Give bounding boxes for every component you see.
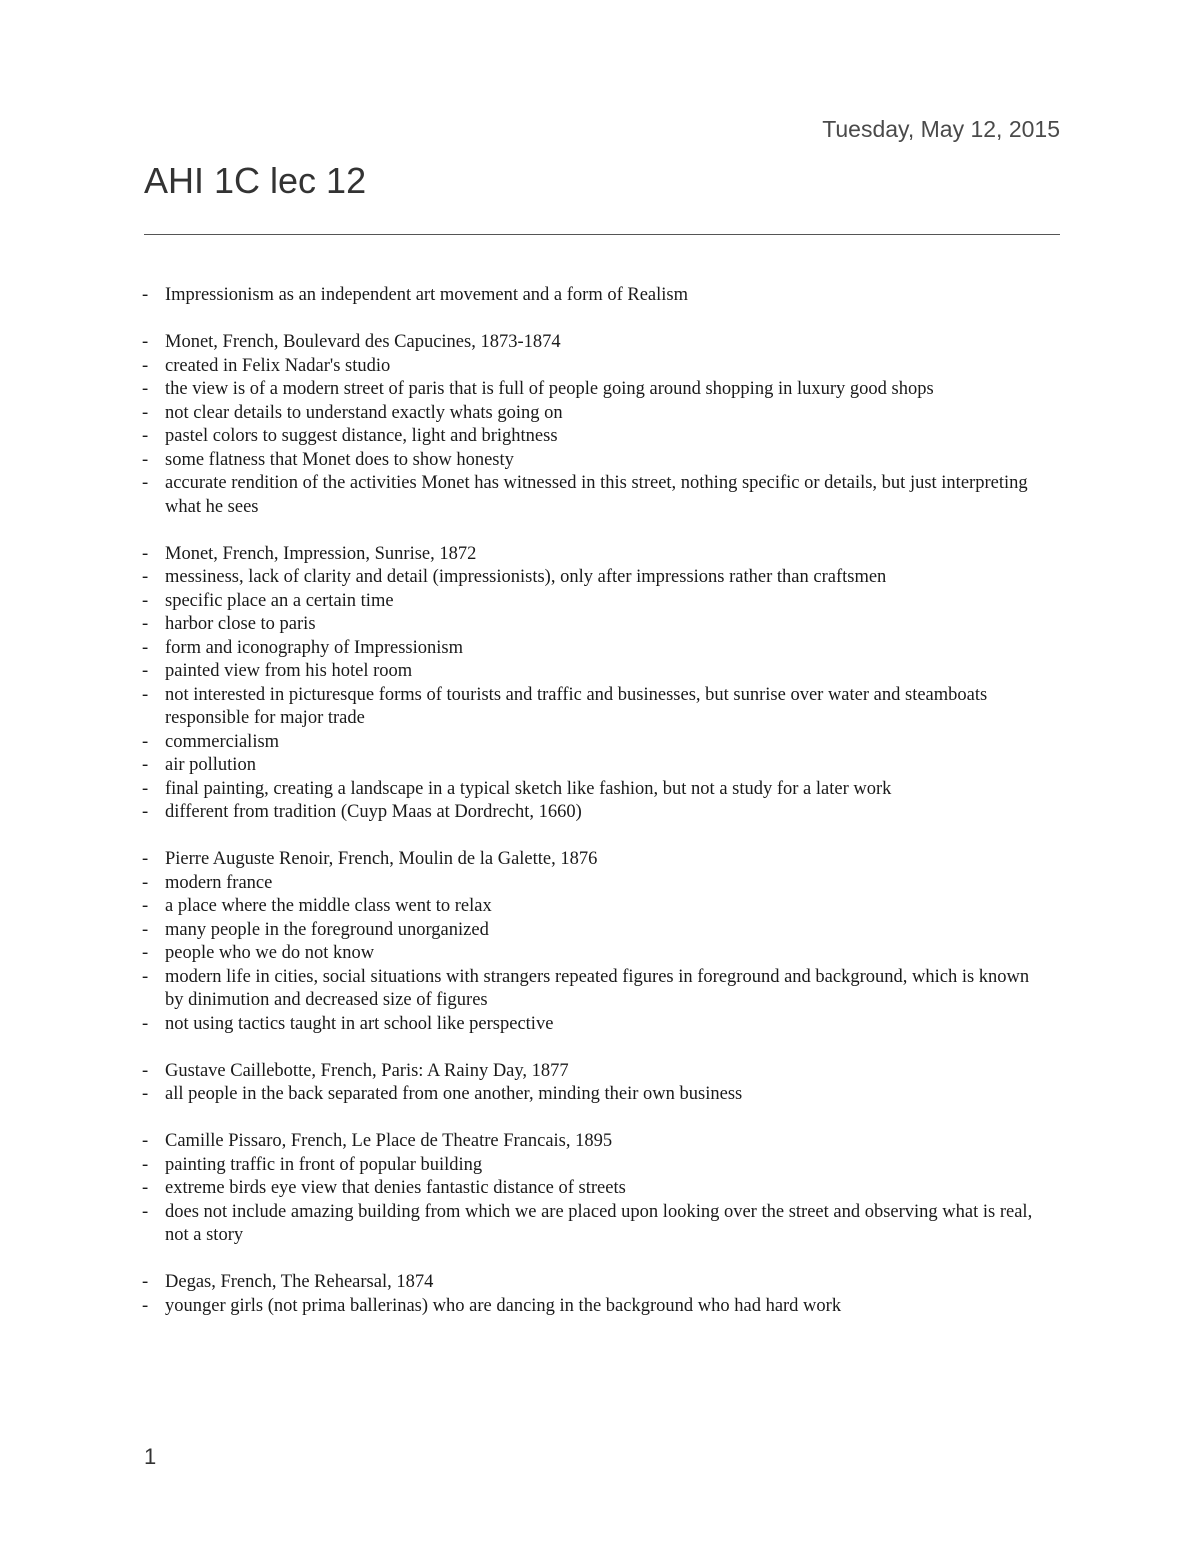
notes-body [142,284,1042,1342]
list-item-text: not interested in picturesque forms of tourists and traffic and businesses, but sunrise over water and steamboats responsible for major trade [165,684,988,728]
list-item-text: accurate rendition of the activities Monet has witnessed in this street, nothing specific or details, but just interpreting what he sees [165,473,1028,517]
list-item [142,660,1042,684]
list-item-text: specific place an a certain time [165,590,394,611]
list-item [142,331,1042,355]
list-item-text: messiness, lack of clarity and detail (impressionists), only after impressions rather than craftsmen [165,567,887,587]
list-item-text: Degas, French, The Rehearsal, 1874 [165,1272,434,1292]
list-item [142,284,1042,308]
bullet-dash: - [142,567,149,587]
bullet-dash: - [142,661,149,681]
list-item [142,754,1042,778]
list-item-text: Monet, French, Impression, Sunrise, 1872 [165,543,477,564]
list-item-text: some flatness that Monet does to show honesty [165,449,514,470]
list-item-text: pastel colors to suggest distance, light and brightness [165,426,558,446]
note-group [142,848,1042,1036]
bullet-dash: - [142,1154,149,1175]
list-item-text: painted view from his hotel room [165,661,413,681]
bullet-dash: - [142,1201,149,1222]
bullet-dash: - [142,966,149,987]
list-item [142,425,1042,449]
bullet-dash: - [142,614,149,634]
list-item-text: Pierre Auguste Renoir, French, Moulin de la Galette, 1876 [165,849,598,869]
bullet-dash: - [142,379,149,399]
note-group [142,543,1042,825]
bullet-dash: - [142,332,149,352]
bullet-dash: - [142,637,149,658]
list-item-text: commercialism [165,731,280,752]
bullet-dash: - [142,684,149,705]
title-divider [144,234,1060,235]
bullet-dash: - [142,1084,149,1104]
list-item-text: all people in the back separated from one another, minding their own business [165,1084,743,1104]
list-item-text: Gustave Caillebotte, French, Paris: A Rainy Day, 1877 [165,1060,569,1081]
list-item-text: different from tradition (Cuyp Maas at Dordrecht, 1660) [165,802,582,822]
list-item [142,1013,1042,1037]
list-item-text: the view is of a modern street of paris that is full of people going around shopping in luxury good shops [165,379,934,399]
bullet-dash: - [142,919,149,940]
list-item [142,895,1042,919]
bullet-dash: - [142,473,149,493]
list-item-text: does not include amazing building from which we are placed upon looking over the street and observing what is real, not a story [165,1201,1033,1245]
list-item [142,966,1042,1013]
bullet-dash: - [142,355,149,376]
bullet-dash: - [142,285,149,305]
bullet-dash: - [142,943,149,963]
bullet-dash: - [142,1131,149,1151]
list-item [142,1083,1042,1107]
list-item-text: harbor close to paris [165,614,316,634]
note-group [142,331,1042,519]
list-item [142,472,1042,519]
list-item-text: not using tactics taught in art school like perspective [165,1013,554,1034]
bullet-dash: - [142,1178,149,1198]
list-item-text: younger girls (not prima ballerinas) who are dancing in the background who had hard work [165,1295,842,1316]
list-item [142,684,1042,731]
bullet-dash: - [142,590,149,611]
list-item-text: not clear details to understand exactly whats going on [165,402,563,423]
list-item [142,378,1042,402]
list-item-text: painting traffic in front of popular building [165,1154,483,1175]
list-item [142,402,1042,426]
bullet-dash: - [142,426,149,446]
list-item [142,1177,1042,1201]
note-title: AHI 1C lec 12 [144,160,367,201]
bullet-dash: - [142,896,149,916]
bullet-dash: - [142,543,149,564]
bullet-dash: - [142,1295,149,1316]
list-item [142,1130,1042,1154]
bullet-dash: - [142,1060,149,1081]
bullet-dash: - [142,849,149,869]
list-item [142,613,1042,637]
list-item-text: form and iconography of Impressionism [165,637,463,658]
bullet-dash: - [142,872,149,893]
list-item-text: modern life in cities, social situations with strangers repeated figures in foreground and background, which is known by dinimution and decreased size of figures [165,966,1030,1010]
note-group [142,1271,1042,1318]
note-group [142,1060,1042,1107]
list-item-text: people who we do not know [165,943,375,963]
bullet-dash: - [142,1013,149,1034]
list-item-text: created in Felix Nadar's studio [165,355,391,376]
list-item [142,1271,1042,1295]
list-item [142,1201,1042,1248]
list-item-text: Monet, French, Boulevard des Capucines, 1873-1874 [165,332,561,352]
bullet-dash: - [142,731,149,752]
list-item-text: final painting, creating a landscape in a typical sketch like fashion, but not a study for a later work [165,778,892,799]
list-item [142,942,1042,966]
bullet-dash: - [142,1272,149,1292]
list-item-text: modern france [165,872,273,893]
list-item [142,543,1042,567]
list-item-text: many people in the foreground unorganized [165,919,489,940]
list-item [142,590,1042,614]
list-item [142,1060,1042,1084]
list-item [142,801,1042,825]
list-item-text: air pollution [165,755,256,775]
list-item [142,566,1042,590]
list-item-text: Impressionism as an independent art movement and a form of Realism [165,285,689,305]
page-number: 1 [144,1444,157,1469]
note-group [142,1130,1042,1248]
bullet-dash: - [142,802,149,822]
bullet-dash: - [142,402,149,423]
bullet-dash: - [142,755,149,775]
list-item [142,1295,1042,1319]
note-group [142,284,1042,308]
list-item [142,919,1042,943]
list-item-text: Camille Pissaro, French, Le Place de Theatre Francais, 1895 [165,1131,613,1151]
list-item [142,872,1042,896]
list-item [142,731,1042,755]
list-item-text: extreme birds eye view that denies fantastic distance of streets [165,1178,626,1198]
list-item [142,449,1042,473]
list-item [142,355,1042,379]
list-item [142,848,1042,872]
list-item [142,1154,1042,1178]
note-date: Tuesday, May 12, 2015 [822,116,1060,142]
list-item [142,778,1042,802]
list-item-text: a place where the middle class went to relax [165,896,492,916]
bullet-dash: - [142,449,149,470]
list-item [142,637,1042,661]
bullet-dash: - [142,778,149,799]
